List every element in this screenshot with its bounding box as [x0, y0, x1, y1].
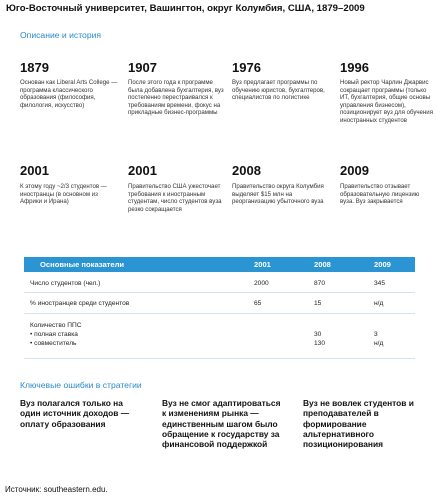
- table-header-year: 2009: [374, 260, 391, 269]
- staff-full-label: • полная ставка: [30, 331, 78, 338]
- source-note: Источник: southeastern.edu.: [5, 485, 108, 494]
- timeline-text: Новый ректор Чарлин Джарвис сокращает программы (только ИТ, бухгалтерия, общие основы управления бизнесом), позиционирует вуз для обучения иностранных студентов: [340, 79, 434, 124]
- staff-label: Количество ППС: [30, 322, 82, 329]
- staff-part-value: н/д: [374, 340, 384, 347]
- staff-full-value: 3: [374, 331, 378, 338]
- row-label: % иностранцев среди студентов: [30, 300, 130, 307]
- errors-section-title: Ключевые ошибки в стратегии: [20, 380, 142, 390]
- staff-part-label: • совместитель: [30, 340, 77, 347]
- timeline-year: 2009: [340, 163, 369, 178]
- row-label: Число студентов (чел.): [30, 280, 101, 287]
- timeline-year: 2001: [128, 163, 157, 178]
- timeline-year: 1879: [20, 60, 49, 75]
- timeline-year: 2001: [20, 163, 49, 178]
- timeline-text: Правительство США ужесточает требования к иностранным студентам, число студентов вуза резко сокращается: [128, 183, 222, 213]
- history-section-title: Описание и история: [20, 30, 102, 40]
- row-value: 345: [374, 280, 386, 287]
- strategy-error: Вуз не вовлек студентов и преподавателей в формирование альтернативного позиционирования: [303, 398, 414, 450]
- timeline-text: Правительство отзывает образовательную лицензию вуза. Вуз закрывается: [340, 183, 420, 206]
- table-row: [24, 293, 415, 314]
- indicators-table-header: [24, 257, 415, 272]
- strategy-error: Вуз полагался только на один источник доходов — оплату образования: [20, 398, 130, 429]
- row-value: 870: [314, 280, 326, 287]
- row-value: 2000: [254, 280, 269, 287]
- timeline-text: Основан как Liberal Arts College — программа классического образования (философия, филология, искусство): [20, 79, 118, 109]
- timeline-year: 1976: [232, 60, 261, 75]
- timeline-text: К этому году ~2/3 студентов — иностранцы (в основном из Африки и Ирана): [20, 183, 107, 206]
- timeline-year: 2008: [232, 163, 261, 178]
- row-value: 65: [254, 300, 262, 307]
- timeline-text: Правительство округа Колумбия выделяет $15 млн на реорганизацию убыточного вуза: [232, 183, 324, 206]
- timeline-year: 1907: [128, 60, 157, 75]
- timeline-text: Вуз предлагает программы по обучению юристов, бухгалтеров, специалистов по логистике: [232, 79, 325, 102]
- table-row: [24, 274, 415, 293]
- row-value: 15: [314, 300, 322, 307]
- row-value: н/д: [374, 300, 384, 307]
- timeline-text: После этого года к программе была добавлена бухгалтерия, вуз постепенно перестраивался к требованиям времени, фокус на прикладные бизнес-программы: [128, 79, 224, 117]
- staff-full-value: 30: [314, 331, 322, 338]
- staff-part-value: 130: [314, 340, 326, 347]
- table-header-label: Основные показатели: [40, 260, 125, 269]
- timeline-year: 1996: [340, 60, 369, 75]
- table-header-year: 2001: [254, 260, 271, 269]
- page-title: Юго-Восточный университет, Вашингтон, округ Колумбия, США, 1879–2009: [6, 3, 365, 14]
- strategy-error: Вуз не смог адаптироваться к изменениям рынка — единственным шагом было обращение к государству за финансовой поддержкой: [162, 398, 281, 450]
- table-row-staff: [24, 314, 415, 359]
- table-header-year: 2008: [314, 260, 331, 269]
